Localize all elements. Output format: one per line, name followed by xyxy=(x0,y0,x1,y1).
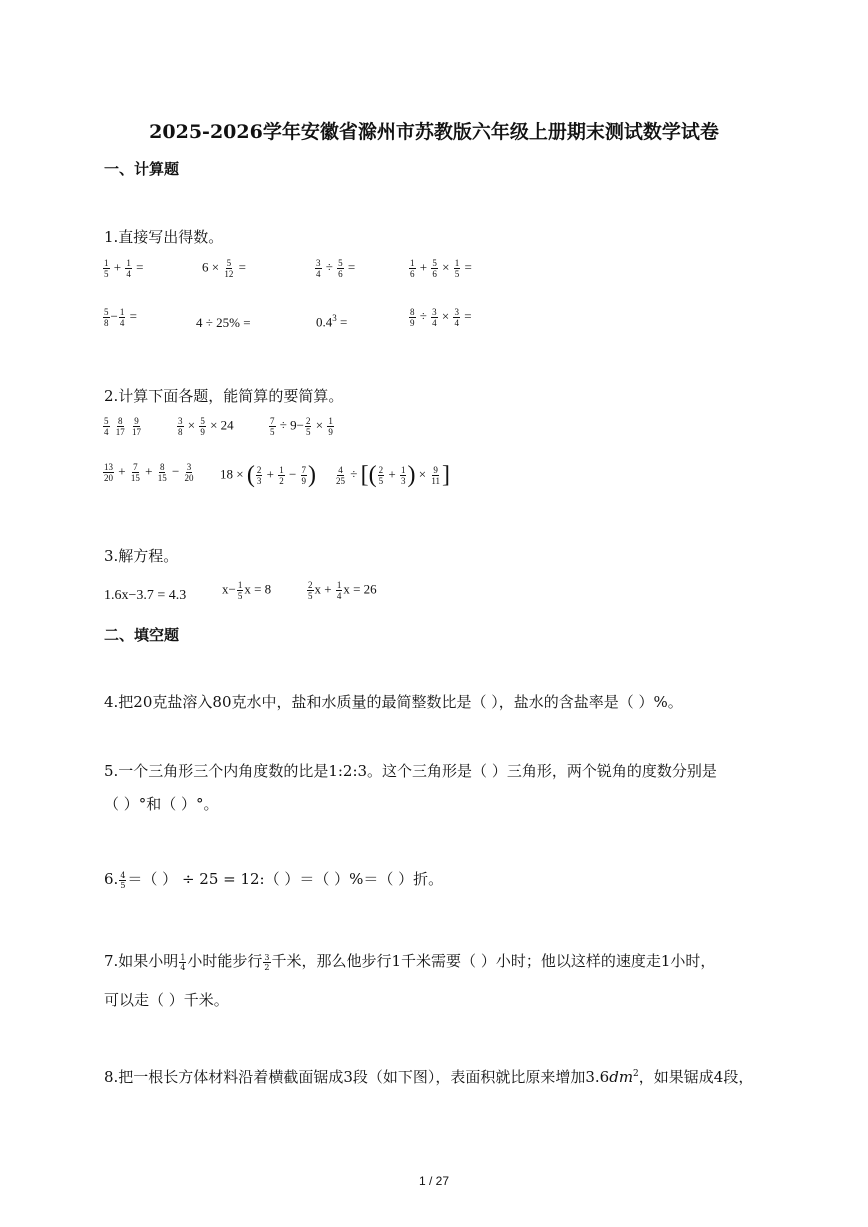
q1-expr-1d: $\frac{1}{6}$ + $\frac{5}{6}$ × $\frac{1}{5}$ = xyxy=(410,258,472,279)
fraction: $\frac{4}{5}$ xyxy=(120,870,126,890)
q1-expr-1b: 6 × $\frac{5}{12}$ = xyxy=(202,258,246,279)
fraction: $\frac{5}{6}$ xyxy=(338,258,343,279)
fraction: $\frac{9}{17}$ xyxy=(132,416,141,437)
fraction: $\frac{3}{4}$ xyxy=(432,307,437,328)
q1-expr-2c: $0.4^3$ = xyxy=(316,313,348,330)
q1-expr-1c: $\frac{3}{4}$ ÷ $\frac{5}{6}$ = xyxy=(316,258,356,279)
fraction: $\frac{1}{4}$ xyxy=(126,258,131,279)
fraction: $\frac{1}{5}$ xyxy=(237,580,243,601)
fraction: $\frac{8}{9}$ xyxy=(410,307,415,328)
fraction: $\frac{3}{8}$ xyxy=(178,416,183,437)
question-5-line-2: （ ）°和（ ）°。 xyxy=(104,795,219,813)
fraction: $\frac{7}{5}$ xyxy=(270,416,275,437)
section-heading-calculation: 一、计算题 xyxy=(104,160,180,178)
fraction: $\frac{7}{15}$ xyxy=(130,462,140,483)
fraction: $\frac{1}{5}$ xyxy=(454,258,460,279)
question-3-heading: 3.解方程。 xyxy=(104,547,179,565)
q2-expr-2c: $\frac{4}{25}$ ÷ [( $\frac{2}{5}$ + $\frac{1}{3}$ ) × $\frac{9}{11}$ ] xyxy=(336,462,450,488)
q3-equation-a: 1.6x−3.7 = 4.3 xyxy=(104,588,187,603)
fraction: $\frac{3}{4}$ xyxy=(316,258,321,279)
q2-expr-2b: 18 × ( $\frac{2}{3}$ + $\frac{1}{2}$ − $\frac{7}{9}$ ) xyxy=(220,462,317,488)
fraction: $\frac{1}{4}$ xyxy=(119,307,125,328)
fraction: $\frac{3}{4}$ xyxy=(454,307,459,328)
section-heading-fill-in: 二、填空题 xyxy=(104,626,180,644)
q1-expr-2d: $\frac{8}{9}$ ÷ $\frac{3}{4}$ × $\frac{3}{4}$ = xyxy=(410,307,472,328)
q2-expr-2a: $\frac{13}{20}$ + $\frac{7}{15}$ + $\frac{8}{15}$ − $\frac{3}{20}$ xyxy=(104,462,194,483)
question-2-heading: 2.计算下面各题，能简算的要简算。 xyxy=(104,387,344,405)
fraction: $\frac{5}{9}$ xyxy=(200,416,205,437)
fraction: $\frac{2}{3}$ xyxy=(256,465,262,486)
question-8: 8.把一根长方体材料沿着横截面锯成3段（如下图），表面积就比原来增加$3.6dm^2$，如果锯成4段， xyxy=(104,1068,754,1086)
fraction: $\frac{1}{9}$ xyxy=(328,416,333,437)
fraction: $\frac{1}{5}$ xyxy=(104,258,109,279)
question-4: 4.把20克盐溶入80克水中，盐和水质量的最简整数比是（ ），盐水的含盐率是（ ）%。 xyxy=(104,693,683,711)
fraction: $\frac{1}{4}$ xyxy=(336,580,342,601)
fraction: $\frac{8}{15}$ xyxy=(157,462,167,483)
fraction: $\frac{1}{6}$ xyxy=(410,258,415,279)
fraction: $\frac{1}{3}$ xyxy=(400,465,406,486)
fraction: $\frac{2}{5}$ xyxy=(308,580,313,601)
fraction: $\frac{13}{20}$ xyxy=(104,462,113,483)
q1-expr-2b: 4 ÷ 25% = xyxy=(196,315,251,330)
q1-expr-1a: $\frac{1}{5}$ + $\frac{1}{4}$ = xyxy=(104,258,144,279)
q1-expr-2a: $\frac{5}{8}$ − $\frac{1}{4}$ = xyxy=(104,307,137,328)
fraction: $\frac{7}{9}$ xyxy=(301,465,307,486)
question-6: 6. $\frac{4}{5}$ ＝（ ） ÷ 25 = 12:（ ）＝（ ）%＝（ ）折。 xyxy=(104,870,444,890)
q3-equation-c: $\frac{2}{5}$ x + $\frac{1}{4}$ x = 26 xyxy=(308,580,377,601)
fraction: $\frac{2}{5}$ xyxy=(378,465,384,486)
fraction: $\frac{3}{2}$ xyxy=(264,952,270,972)
fraction: $\frac{9}{11}$ xyxy=(431,465,440,486)
fraction: $\frac{4}{25}$ xyxy=(336,465,345,486)
fraction: $\frac{5}{6}$ xyxy=(432,258,437,279)
page-title: 2025-2026学年安徽省滁州市苏教版六年级上册期末测试数学试卷 xyxy=(149,121,719,143)
fraction: $\frac{3}{20}$ xyxy=(184,462,194,483)
fraction: $\frac{5}{8}$ xyxy=(104,307,109,328)
fraction: $\frac{1}{4}$ xyxy=(180,952,186,972)
fraction: $\frac{5}{4}$ xyxy=(104,416,109,437)
fraction: $\frac{2}{5}$ xyxy=(305,416,311,437)
fraction: $\frac{8}{17}$ xyxy=(115,416,125,437)
question-7-line-1: 7.如果小明 $\frac{1}{4}$ 小时能步行 $\frac{3}{2}$ 千米，那么他步行1千米需要（ ）小时；他以这样的速度走1小时， xyxy=(104,952,716,972)
q3-equation-b: x− $\frac{1}{5}$ x = 8 xyxy=(222,580,272,601)
q2-expr-1a xyxy=(102,416,143,437)
q2-expr-1c: $\frac{7}{5}$ ÷ 9− $\frac{2}{5}$ × $\frac{1}{9}$ xyxy=(270,416,333,437)
q2-expr-1b: $\frac{3}{8}$ × $\frac{5}{9}$ × 24 xyxy=(178,416,234,437)
fraction: $\frac{1}{2}$ xyxy=(279,465,284,486)
question-7-line-2: 可以走（ ）千米。 xyxy=(104,991,229,1009)
fraction: $\frac{5}{12}$ xyxy=(224,258,234,279)
question-1-heading: 1.直接写出得数。 xyxy=(104,228,224,246)
question-5-line-1: 5.一个三角形三个内角度数的比是1:2:3。这个三角形是（ ）三角形，两个锐角的度数分别是 xyxy=(104,762,717,780)
page-number: 1 / 27 xyxy=(418,1174,450,1188)
